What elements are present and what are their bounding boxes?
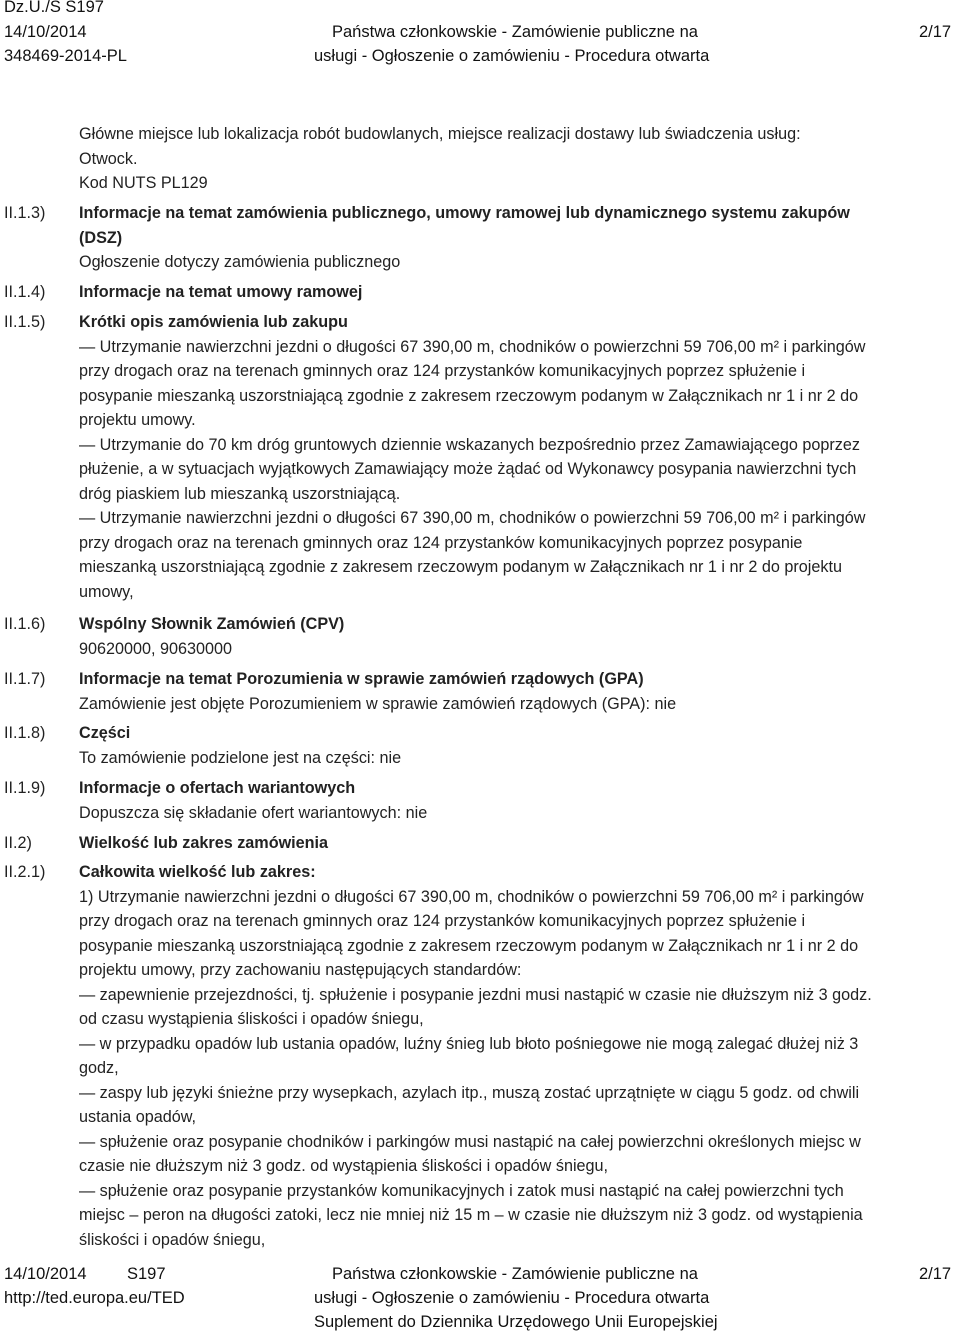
- section-title-ii-1-7: Informacje na temat Porozumienia w sprawie zamówień rządowych (GPA): [79, 670, 644, 688]
- description-line: — Utrzymanie do 70 km dróg gruntowych dziennie wskazanych bezpośrednio przez Zamawiającego poprzez: [79, 436, 860, 454]
- scope-line: — zaspy lub języki śnieżne przy wysepkach, azylach itp., muszą zostać uprzątnięte w ciągu 5 godz. od chwili: [79, 1084, 860, 1102]
- section-number-ii-1-4: II.1.4): [4, 283, 46, 301]
- scope-line: śliskości i opadów śniegu,: [79, 1231, 266, 1249]
- header-title-line-2: usługi - Ogłoszenie o zamówieniu - Procedura otwarta: [314, 47, 710, 65]
- header-journal-ref: Dz.U./S S197: [4, 0, 104, 16]
- section-number-ii-1-7: II.1.7): [4, 670, 46, 688]
- lots-answer: To zamówienie podzielone jest na części: nie: [79, 749, 402, 767]
- scope-line: — zapewnienie przejezdności, tj. spłużenie i posypanie jezdni musi nastąpić w czasie nie dłuższym niż 3 godz.: [79, 986, 872, 1004]
- section-number-ii-2: II.2): [4, 834, 32, 852]
- description-line: — Utrzymanie nawierzchni jezdni o długości 67 390,00 m, chodników o powierzchni 59 706,00 m² i parkingów: [79, 338, 866, 356]
- description-line: przy drogach oraz na terenach gminnych oraz 124 przystanków komunikacyjnych poprzez spłużenie i: [79, 362, 806, 380]
- scope-line: posypanie mieszanką uszorstniającą zgodnie z zakresem rzeczowym podanym w Załącznikach nr 1 i nr 2 do: [79, 937, 859, 955]
- footer-date: 14/10/2014: [4, 1265, 87, 1283]
- footer-supplement: Suplement do Dziennika Urzędowego Unii Europejskiej: [314, 1313, 718, 1331]
- description-line: przy drogach oraz na terenach gminnych oraz 124 przystanków komunikacyjnych poprzez posypanie: [79, 534, 803, 552]
- section-title-ii-1-3: Informacje na temat zamówienia publicznego, umowy ramowej lub dynamicznego systemu zakupów: [79, 204, 850, 222]
- description-line: mieszanką uszorstniającą zgodnie z zakresem rzeczowym podanym w Załącznikach nr 1 i nr 2 do projektu: [79, 558, 842, 576]
- cpv-codes: 90620000, 90630000: [79, 640, 233, 658]
- gpa-answer: Zamówienie jest objęte Porozumieniem w sprawie zamówień rządowych (GPA): nie: [79, 695, 677, 713]
- place-label: Główne miejsce lub lokalizacja robót budowlanych, miejsce realizacji dostawy lub świadczenia usług:: [79, 125, 801, 143]
- section-number-ii-2-1: II.2.1): [4, 863, 46, 881]
- scope-line: projektu umowy, przy zachowaniu następujących standardów:: [79, 961, 522, 979]
- section-number-ii-1-6: II.1.6): [4, 615, 46, 633]
- scope-line: ustania opadów,: [79, 1108, 197, 1126]
- scope-line: od czasu wystąpienia śliskości i opadów śniegu,: [79, 1010, 424, 1028]
- scope-line: miejsc – peron na długości zatoki, lecz nie mniej niż 15 m – w czasie nie dłuższym niż 3 godz. od wystąpienia: [79, 1206, 863, 1224]
- header-title-line-1: Państwa członkowskie - Zamówienie publiczne na: [332, 23, 698, 41]
- scope-line: — spłużenie oraz posypanie chodników i parkingów musi nastąpić na całej powierzchni określonych miejsc w: [79, 1133, 861, 1151]
- section-title-ii-1-3-cont: (DSZ): [79, 229, 123, 247]
- section-number-ii-1-9: II.1.9): [4, 779, 46, 797]
- section-number-ii-1-3: II.1.3): [4, 204, 46, 222]
- header-notice-id: 348469-2014-PL: [4, 47, 127, 65]
- nuts-code: Kod NUTS PL129: [79, 174, 208, 192]
- section-title-ii-1-8: Części: [79, 724, 131, 742]
- footer-page-number: 2/17: [919, 1265, 952, 1283]
- footer-title-line-2: usługi - Ogłoszenie o zamówieniu - Procedura otwarta: [314, 1289, 710, 1307]
- scope-line: — w przypadku opadów lub ustania opadów, luźny śnieg lub błoto pośniegowe nie mogą zalegać dłużej niż 3: [79, 1035, 859, 1053]
- description-line: posypanie mieszanką uszorstniającą zgodnie z zakresem rzeczowym podanym w Załącznikach nr 1 i nr 2 do: [79, 387, 859, 405]
- description-line: — Utrzymanie nawierzchni jezdni o długości 67 390,00 m, chodników o powierzchni 59 706,00 m² i parkingów: [79, 509, 866, 527]
- section-title-ii-1-6: Wspólny Słownik Zamówień (CPV): [79, 615, 345, 633]
- description-line: dróg piaskiem lub mieszanką uszorstniającą.: [79, 485, 401, 503]
- footer-title-line-1: Państwa członkowskie - Zamówienie publiczne na: [332, 1265, 698, 1283]
- section-text-ii-1-3: Ogłoszenie dotyczy zamówienia publicznego: [79, 253, 401, 271]
- section-title-ii-1-4: Informacje na temat umowy ramowej: [79, 283, 363, 301]
- variants-answer: Dopuszcza się składanie ofert wariantowych: nie: [79, 804, 428, 822]
- scope-line: czasie nie dłuższym niż 3 godz. od wystąpienia śliskości i opadów śniegu,: [79, 1157, 609, 1175]
- section-title-ii-1-5: Krótki opis zamówienia lub zakupu: [79, 313, 348, 331]
- section-title-ii-2: Wielkość lub zakres zamówienia: [79, 834, 329, 852]
- section-number-ii-1-8: II.1.8): [4, 724, 46, 742]
- scope-line: przy drogach oraz na terenach gminnych oraz 124 przystanków komunikacyjnych poprzez spłużenie i: [79, 912, 806, 930]
- description-line: umowy,: [79, 583, 134, 601]
- header-date: 14/10/2014: [4, 23, 87, 41]
- scope-line: godz,: [79, 1059, 119, 1077]
- footer-series: S197: [127, 1265, 166, 1283]
- footer-url[interactable]: http://ted.europa.eu/TED: [4, 1289, 185, 1307]
- description-line: płużenie, a w sytuacjach wyjątkowych Zamawiający może żądać od Wykonawcy posypania nawierzchni tych: [79, 460, 857, 478]
- place-value: Otwock.: [79, 150, 138, 168]
- section-number-ii-1-5: II.1.5): [4, 313, 46, 331]
- scope-line: 1) Utrzymanie nawierzchni jezdni o długości 67 390,00 m, chodników o powierzchni 59 706,00 m² i parkingów: [79, 888, 864, 906]
- description-line: projektu umowy.: [79, 411, 196, 429]
- section-title-ii-1-9: Informacje o ofertach wariantowych: [79, 779, 356, 797]
- scope-line: — spłużenie oraz posypanie przystanków komunikacyjnych i zatok musi nastąpić na całej powierzchni tych: [79, 1182, 844, 1200]
- section-title-ii-2-1: Całkowita wielkość lub zakres:: [79, 863, 316, 881]
- header-page-number: 2/17: [919, 23, 952, 41]
